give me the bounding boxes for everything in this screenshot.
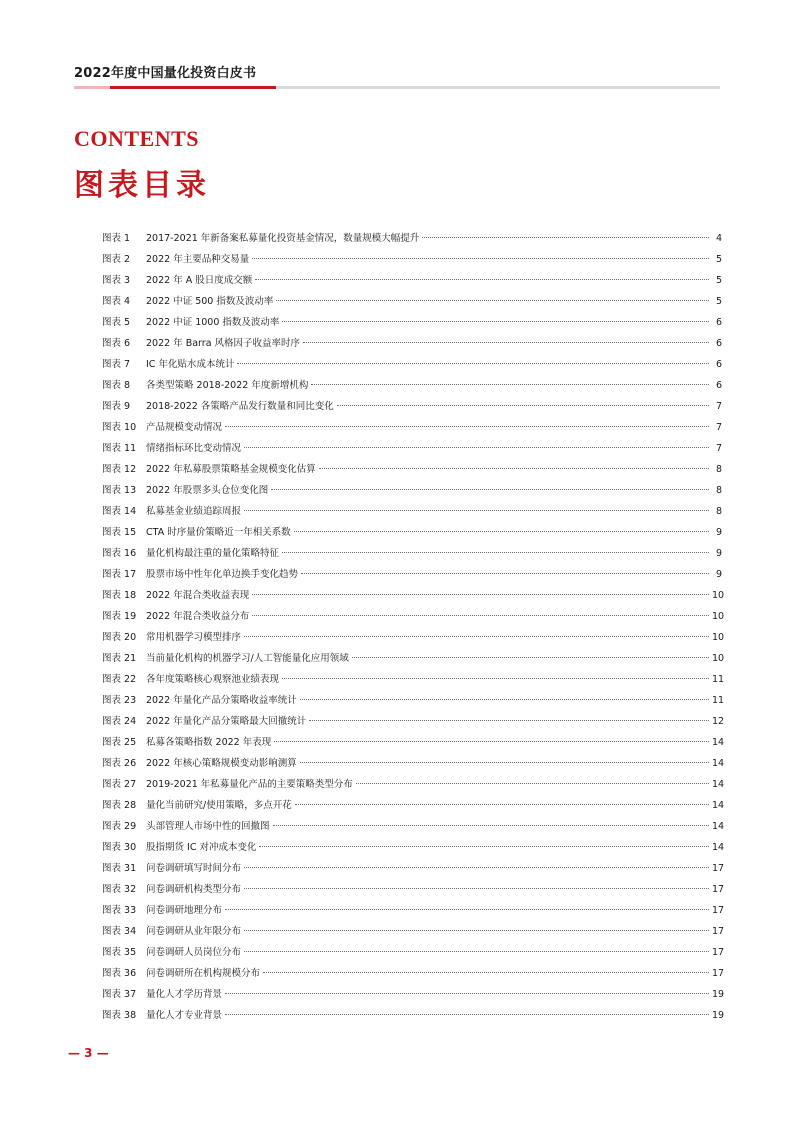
toc-dot-leader (244, 951, 709, 952)
toc-entry[interactable] (102, 480, 722, 501)
toc-entry-label: 图表 14 (102, 506, 137, 517)
toc-dot-leader (244, 930, 709, 931)
toc-entry-page: 17 (712, 863, 725, 874)
toc-entry-label: 图表 28 (102, 800, 137, 811)
toc-entry[interactable] (102, 942, 725, 963)
toc-dot-leader (244, 447, 709, 448)
toc-entry-title[interactable]: 2022 中证 1000 指数及波动率 (146, 317, 280, 328)
toc-entry-page: 19 (712, 989, 725, 1000)
toc-entry-page: 11 (712, 695, 725, 706)
toc-entry-title[interactable]: 问卷调研机构类型分布 (146, 884, 242, 895)
toc-entry-label: 图表 18 (102, 590, 137, 601)
toc-entry[interactable] (102, 648, 725, 669)
toc-entry[interactable] (102, 585, 725, 606)
toc-dot-leader (282, 678, 709, 679)
toc-dot-leader (252, 615, 709, 616)
toc-entry-page: 17 (712, 905, 725, 916)
toc-entry-label: 图表 13 (102, 485, 137, 496)
toc-entry-label: 图表 33 (102, 905, 137, 916)
toc-entry[interactable] (102, 1005, 725, 1026)
toc-dot-leader (311, 384, 709, 385)
toc-dot-leader (252, 594, 709, 595)
toc-entry-title[interactable]: 2022 年量化产品分策略收益率统计 (146, 695, 297, 706)
toc-entry[interactable] (102, 522, 722, 543)
toc-entry-label: 图表 34 (102, 926, 137, 937)
toc-entry[interactable] (102, 501, 722, 522)
page-number: — 3 — (68, 1046, 109, 1060)
toc-entry-label: 图表 35 (102, 947, 137, 958)
toc-entry-page: 7 (715, 401, 722, 412)
toc-entry[interactable] (102, 669, 725, 690)
toc-entry-title[interactable]: 2018-2022 各策略产品发行数量和同比变化 (146, 401, 334, 412)
toc-entry-page: 14 (712, 821, 725, 832)
toc-entry-label: 图表 32 (102, 884, 137, 895)
toc-entry-page: 5 (715, 296, 722, 307)
toc-entry[interactable] (102, 711, 725, 732)
toc-entry-page: 6 (715, 338, 722, 349)
toc-entry-label: 图表 29 (102, 821, 137, 832)
toc-entry[interactable] (102, 333, 722, 354)
toc-dot-leader (271, 489, 709, 490)
toc-dot-leader (337, 405, 709, 406)
toc-dot-leader (282, 321, 709, 322)
toc-entry-label: 图表 7 (102, 359, 131, 370)
toc-dot-leader (276, 300, 709, 301)
toc-entry-title[interactable]: 各年度策略核心观察池业绩表现 (146, 674, 280, 685)
toc-entry-page: 9 (715, 569, 722, 580)
toc-entry-title[interactable]: IC 年化贴水成本统计 (146, 359, 235, 370)
toc-entry-label: 图表 31 (102, 863, 137, 874)
toc-dot-leader (274, 741, 709, 742)
toc-entry[interactable] (102, 606, 725, 627)
toc-dot-leader (300, 699, 709, 700)
toc-entry-page: 6 (715, 380, 722, 391)
toc-entry-page: 9 (715, 548, 722, 559)
toc-dot-leader (352, 657, 709, 658)
toc-dot-leader (259, 846, 709, 847)
toc-entry[interactable] (102, 396, 722, 417)
toc-entry-title[interactable]: 各类型策略 2018-2022 年度新增机构 (146, 380, 309, 391)
toc-entry[interactable] (102, 564, 722, 585)
toc-entry-title[interactable]: 2022 年 A 股日度成交额 (146, 275, 253, 286)
toc-entry[interactable] (102, 627, 725, 648)
toc-entry-label: 图表 30 (102, 842, 137, 853)
toc-entry[interactable] (102, 438, 722, 459)
toc-entry-page: 17 (712, 947, 725, 958)
toc-entry-label: 图表 17 (102, 569, 137, 580)
toc-entry-title[interactable]: 股票市场中性年化单边换手变化趋势 (146, 569, 299, 580)
toc-entry-label: 图表 24 (102, 716, 137, 727)
toc-entry-label: 图表 19 (102, 611, 137, 622)
toc-entry[interactable] (102, 228, 722, 249)
toc-entry-page: 10 (712, 590, 725, 601)
toc-entry-page: 8 (715, 464, 722, 475)
toc-entry[interactable] (102, 774, 725, 795)
toc-entry-label: 图表 8 (102, 380, 131, 391)
toc-entry-title[interactable]: 问卷调研地理分布 (146, 905, 223, 916)
toc-entry[interactable] (102, 795, 725, 816)
toc-entry-title[interactable]: 头部管理人市场中性的回撤图 (146, 821, 270, 832)
toc-entry[interactable] (102, 900, 725, 921)
toc-dot-leader (422, 237, 709, 238)
toc-entry-page: 9 (715, 527, 722, 538)
toc-entry-page: 17 (712, 926, 725, 937)
toc-entry-title[interactable]: 2022 中证 500 指数及波动率 (146, 296, 274, 307)
contents-heading-zh: 图表目录 (74, 168, 210, 203)
header-rule-accent-light (74, 86, 110, 89)
toc-entry[interactable] (102, 417, 722, 438)
toc-entry-title[interactable]: 量化机构最注重的量化策略特征 (146, 548, 280, 559)
toc-entry-page: 6 (715, 317, 722, 328)
toc-entry-page: 14 (712, 800, 725, 811)
toc-entry[interactable] (102, 354, 722, 375)
toc-dot-leader (356, 783, 709, 784)
toc-entry-title[interactable]: 当前量化机构的机器学习/人工智能量化应用领域 (146, 653, 349, 664)
toc-entry-label: 图表 37 (102, 989, 137, 1000)
toc-entry[interactable] (102, 837, 725, 858)
toc-entry-title[interactable]: 问卷调研人员岗位分布 (146, 947, 242, 958)
toc-entry-page: 7 (715, 443, 722, 454)
toc-dot-leader (282, 552, 709, 553)
toc-entry[interactable] (102, 963, 725, 984)
toc-entry-page: 17 (712, 968, 725, 979)
toc-entry-label: 图表 6 (102, 338, 131, 349)
toc-entry-page: 8 (715, 485, 722, 496)
toc-entry[interactable] (102, 816, 725, 837)
toc-entry[interactable] (102, 690, 725, 711)
toc-entry[interactable] (102, 984, 725, 1005)
toc-entry-page: 19 (712, 1010, 725, 1021)
toc-dot-leader (255, 279, 709, 280)
toc-entry-page: 11 (712, 674, 725, 685)
toc-entry[interactable] (102, 732, 725, 753)
toc-entry[interactable] (102, 270, 722, 291)
toc-entry-title[interactable]: 问卷调研填写时间分布 (146, 863, 242, 874)
toc-entry-page: 12 (712, 716, 725, 727)
toc-dot-leader (295, 804, 709, 805)
toc-entry-label: 图表 20 (102, 632, 137, 643)
toc-entry-title[interactable]: 股指期货 IC 对冲成本变化 (146, 842, 257, 853)
toc-entry-page: 14 (712, 758, 725, 769)
toc-entry-page: 5 (715, 254, 722, 265)
toc-entry-title[interactable]: 2022 年核心策略规模变动影响测算 (146, 758, 297, 769)
toc-entry-page: 10 (712, 611, 725, 622)
toc-entry-page: 10 (712, 653, 725, 664)
toc-entry-title[interactable]: 情绪指标环比变动情况 (146, 443, 242, 454)
toc-entry-title[interactable]: 2022 年股票多头仓位变化图 (146, 485, 269, 496)
toc-entry-label: 图表 9 (102, 401, 131, 412)
toc-entry[interactable] (102, 921, 725, 942)
toc-entry-label: 图表 26 (102, 758, 137, 769)
toc-entry-title[interactable]: 问卷调研所在机构规模分布 (146, 968, 261, 979)
toc-entry[interactable] (102, 753, 725, 774)
toc-entry-title[interactable]: 2022 年私募股票策略基金规模变化估算 (146, 464, 316, 475)
contents-heading-en: CONTENTS (74, 126, 200, 151)
toc-dot-leader (301, 573, 709, 574)
toc-entry[interactable] (102, 249, 722, 270)
toc-entry-label: 图表 4 (102, 296, 131, 307)
toc-dot-leader (244, 636, 709, 637)
toc-entry[interactable] (102, 858, 725, 879)
toc-entry-title[interactable]: 常用机器学习模型排序 (146, 632, 242, 643)
toc-entry-page: 14 (712, 737, 725, 748)
toc-entry-title[interactable]: 2022 年混合类收益表现 (146, 590, 250, 601)
toc-entry-title[interactable]: 2022 年量化产品分策略最大回撤统计 (146, 716, 307, 727)
toc-entry-title[interactable]: 私募基金业绩追踪周报 (146, 506, 242, 517)
toc-dot-leader (225, 1014, 709, 1015)
toc-entry-title[interactable]: CTA 时序量价策略近一年相关系数 (146, 527, 291, 538)
toc-entry-label: 图表 25 (102, 737, 137, 748)
toc-entry-label: 图表 16 (102, 548, 137, 559)
toc-dot-leader (294, 531, 709, 532)
table-of-figures (102, 228, 725, 1026)
header-rule-accent (110, 86, 276, 89)
toc-entry-title[interactable]: 量化当前研究/使用策略，多点开花 (146, 800, 292, 811)
toc-entry-title[interactable]: 2017-2021 年新备案私募量化投资基金情况，数量规模大幅提升 (146, 233, 420, 244)
toc-dot-leader (244, 510, 709, 511)
toc-dot-leader (244, 867, 709, 868)
toc-entry-title[interactable]: 2022 年 Barra 风格因子收益率时序 (146, 338, 301, 349)
toc-dot-leader (300, 762, 709, 763)
toc-entry-page: 10 (712, 632, 725, 643)
toc-entry-label: 图表 21 (102, 653, 137, 664)
toc-entry-label: 图表 5 (102, 317, 131, 328)
toc-entry-title[interactable]: 产品规模变动情况 (146, 422, 223, 433)
toc-entry-title[interactable]: 2019-2021 年私募量化产品的主要策略类型分布 (146, 779, 353, 790)
document-title: 2022年度中国量化投资白皮书 (74, 66, 257, 81)
toc-entry-title[interactable]: 2022 年主要品种交易量 (146, 254, 250, 265)
toc-entry[interactable] (102, 543, 722, 564)
toc-entry[interactable] (102, 375, 722, 396)
toc-entry-title[interactable]: 私募各策略指数 2022 年表现 (146, 737, 272, 748)
toc-dot-leader (237, 363, 709, 364)
toc-dot-leader (252, 258, 709, 259)
toc-entry-label: 图表 23 (102, 695, 137, 706)
toc-entry-label: 图表 36 (102, 968, 137, 979)
toc-entry-page: 4 (715, 233, 722, 244)
toc-entry-page: 8 (715, 506, 722, 517)
toc-entry-label: 图表 1 (102, 233, 131, 244)
toc-entry-page: 5 (715, 275, 722, 286)
toc-dot-leader (225, 426, 709, 427)
toc-entry-label: 图表 27 (102, 779, 137, 790)
toc-entry[interactable] (102, 879, 725, 900)
toc-entry-title[interactable]: 2022 年混合类收益分布 (146, 611, 250, 622)
toc-dot-leader (225, 909, 709, 910)
toc-entry-page: 14 (712, 779, 725, 790)
toc-entry-title[interactable]: 问卷调研从业年限分布 (146, 926, 242, 937)
toc-entry-label: 图表 15 (102, 527, 137, 538)
toc-entry-title[interactable]: 量化人才学历背景 (146, 989, 223, 1000)
toc-entry-label: 图表 11 (102, 443, 137, 454)
toc-dot-leader (303, 342, 709, 343)
toc-entry[interactable] (102, 459, 722, 480)
toc-dot-leader (225, 993, 709, 994)
toc-entry[interactable] (102, 291, 722, 312)
toc-entry-page: 7 (715, 422, 722, 433)
toc-entry-page: 6 (715, 359, 722, 370)
toc-entry-label: 图表 10 (102, 422, 137, 433)
toc-dot-leader (263, 972, 709, 973)
toc-dot-leader (244, 888, 709, 889)
toc-entry-page: 14 (712, 842, 725, 853)
toc-dot-leader (309, 720, 709, 721)
toc-entry-label: 图表 38 (102, 1010, 137, 1021)
toc-dot-leader (273, 825, 709, 826)
toc-dot-leader (319, 468, 709, 469)
toc-entry[interactable] (102, 312, 722, 333)
toc-entry-label: 图表 12 (102, 464, 137, 475)
toc-entry-label: 图表 2 (102, 254, 131, 265)
toc-entry-title[interactable]: 量化人才专业背景 (146, 1010, 223, 1021)
toc-entry-label: 图表 3 (102, 275, 131, 286)
toc-entry-label: 图表 22 (102, 674, 137, 685)
toc-entry-page: 17 (712, 884, 725, 895)
